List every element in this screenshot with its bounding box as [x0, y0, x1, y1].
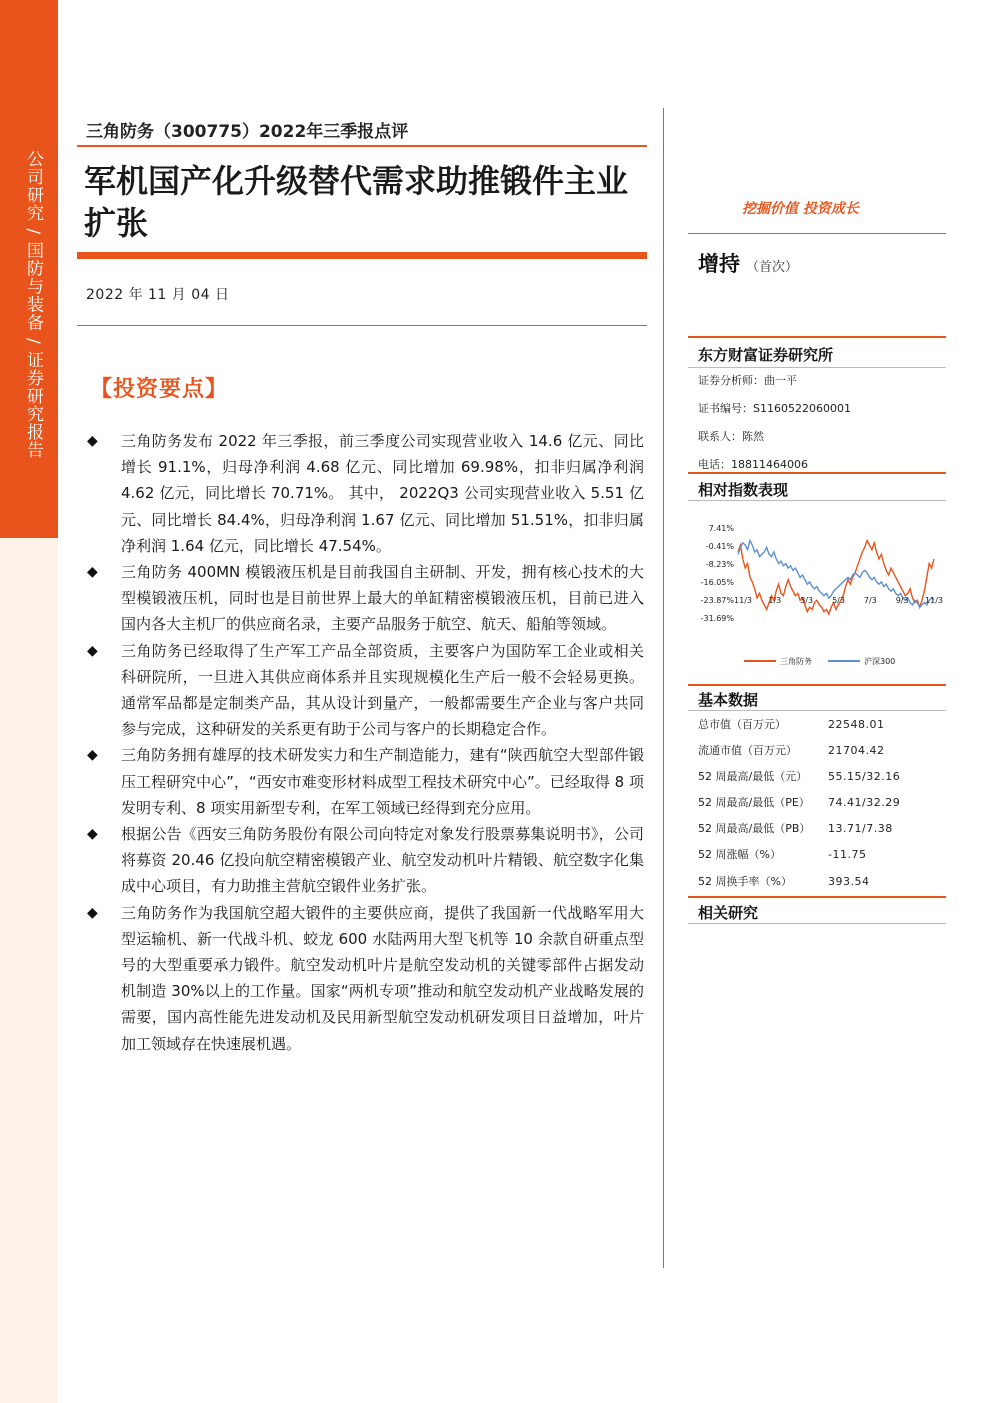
list-item	[86, 821, 644, 900]
phone-number: 电话：18811464006	[698, 458, 808, 471]
rating-note: （首次）	[746, 260, 799, 275]
chart-heading: 相对指数表现	[698, 481, 789, 499]
x-tick-label: 1/3	[768, 596, 782, 605]
row-key: 52 周最高/最低（PE）	[698, 796, 810, 810]
chart-underline	[688, 500, 946, 501]
legend-label: 沪深300	[864, 657, 896, 666]
y-tick-label: 7.41%	[708, 524, 734, 533]
diamond-bullet-icon: ◆	[87, 826, 98, 843]
list-item	[86, 559, 644, 638]
row-value: -11.75	[828, 848, 867, 862]
x-tick-label: 11/3	[734, 596, 752, 605]
basic-rule	[688, 684, 946, 686]
bullet-text: 三角防务 400MN 模锻液压机是目前我国自主研制、开发，拥有核心技术的大型模锻液压机，同时也是目前世界上最大的单缸精密模锻液压机，目前已进入国内各大主机厂的供应商名录，主要产品服务于航空、航天、船舶等领域。	[121, 563, 644, 634]
rating-value: 增持	[698, 252, 740, 276]
basic-underline	[688, 710, 946, 711]
legend-label: 三角防务	[780, 657, 812, 666]
row-value: 22548.01	[828, 718, 885, 731]
row-key: 流通市值（百万元）	[698, 744, 797, 758]
page-title: 军机国产化升级替代需求助推锻件主业扩张	[84, 162, 629, 242]
related-heading: 相关研究	[698, 904, 759, 922]
chart-svg	[688, 510, 946, 680]
x-tick-label: 9/3	[895, 596, 909, 605]
diamond-bullet-icon: ◆	[87, 642, 98, 659]
report-type: 三角防务（300775）2022年三季报点评	[86, 122, 409, 142]
row-value: 13.71/7.38	[828, 822, 893, 836]
row-key: 52 周最高/最低（元）	[698, 770, 808, 784]
header-rule	[77, 145, 647, 147]
certificate-number: 证书编号：S1160522060001	[698, 402, 851, 415]
institute-rule	[688, 336, 946, 338]
list-item	[86, 428, 644, 559]
side-category-label: 公司研究 / 国防与装备 / 证券研究报告	[23, 150, 43, 460]
related-rule	[688, 896, 946, 898]
date-rule	[77, 325, 647, 326]
list-item	[86, 742, 644, 821]
side-band	[0, 0, 58, 1403]
analyst-info	[698, 374, 851, 486]
bullet-text: 三角防务已经取得了生产军工产品全部资质，主要客户为国防军工企业或相关科研院所，一旦进入其供应商体系并且实现规模化生产后一般不会轻易更换。通常军品都是定制类产品，其从设计到量产，一般都需要生产企业与客户共同参与完成，这种研发的关系更有助于公司与客户的长期稳定合作。	[121, 641, 644, 739]
column-divider	[663, 108, 664, 1268]
x-tick-label: 3/3	[800, 596, 814, 605]
slogan: 挖掘价值 投资成长	[742, 201, 859, 217]
basic-heading: 基本数据	[698, 691, 759, 709]
institute-name: 东方财富证券研究所	[698, 346, 834, 364]
row-value: 55.15/32.16	[828, 770, 901, 784]
y-tick-label: -8.23%	[705, 560, 734, 569]
title-rule	[77, 252, 647, 259]
rating	[698, 248, 798, 278]
related-underline	[688, 923, 946, 924]
y-tick-label: -23.87%	[700, 596, 734, 605]
bullet-text: 三角防务作为我国航空超大锻件的主要供应商，提供了我国新一代战略军用大型运输机、新一代战斗机、蛟龙 600 水陆两用大型飞机等 10 余款自研重点型号的大型重要承力锻件。航空发动机叶片是航空发动机的关键零部件占据发动机制造 30%以上的工作量。国家“两机专项”推动和航空发动机产业战略发展的需要，国内高性能先进发动机及民用新型航空发动机研发项目日益增加，叶片加工领域存在快速展机遇。	[121, 903, 644, 1053]
x-tick-label: 5/3	[832, 596, 845, 605]
bullet-list	[86, 428, 644, 1057]
row-value: 74.41/32.29	[828, 796, 901, 810]
diamond-bullet-icon: ◆	[87, 747, 98, 764]
y-tick-label: -0.41%	[705, 542, 734, 551]
row-value: 21704.42	[828, 744, 885, 758]
row-key: 52 周最高/最低（PB）	[698, 822, 811, 836]
y-tick-label: -31.69%	[700, 614, 734, 623]
row-key: 总市值（百万元）	[698, 718, 786, 731]
diamond-bullet-icon: ◆	[87, 433, 98, 449]
list-item	[86, 638, 644, 743]
relative-index-chart	[688, 510, 946, 680]
contact-person: 联系人：陈然	[698, 430, 764, 443]
list-item	[86, 900, 644, 1057]
chart-rule	[688, 472, 946, 474]
section-title: 【投资要点】	[90, 377, 229, 402]
y-tick-label: -16.05%	[700, 578, 734, 587]
rating-rule	[688, 233, 946, 234]
diamond-bullet-icon: ◆	[87, 904, 98, 921]
row-key: 52 周换手率（%）	[698, 874, 792, 888]
analyst-name: 证券分析师：曲一平	[698, 374, 797, 387]
report-date: 2022 年 11 月 04 日	[86, 287, 230, 303]
bullet-text: 三角防务发布 2022 年三季报，前三季度公司实现营业收入 14.6 亿元、同比增长 91.1%，归母净利润 4.68 亿元、同比增加 69.98%，扣非归属净利润 4.62 亿元，同比增长 70.71%。 其中， 2022Q3 公司实现营业收入 5.51 亿元、同比增长 84.4%，归母净利润 1.67 亿元、同比增加 51.51%，扣非归属净利润 1.64 亿元，同比增长 47.54%。	[121, 432, 644, 555]
x-tick-label: 7/3	[863, 596, 877, 605]
row-value: 393.54	[828, 874, 870, 888]
bullet-text: 三角防务拥有雄厚的技术研发实力和生产制造能力，建有“陕西航空大型部件锻压工程研究中心”，“西安市难变形材料成型工程技术研究中心”。已经取得 8 项发明专利、8 项实用新型专利，在军工领域已经得到充分应用。	[121, 746, 644, 817]
diamond-bullet-icon: ◆	[87, 564, 98, 581]
x-tick-label: 11/3	[925, 596, 943, 605]
institute-underline	[688, 367, 946, 368]
row-key: 52 周涨幅（%）	[698, 848, 781, 862]
bullet-text: 根据公告《西安三角防务股份有限公司向特定对象发行股票募集说明书》，公司将募资 20.46 亿投向航空精密模锻产业、航空发动机叶片精锻、航空数字化集成中心项目，有力助推主营航空锻件业务扩张。	[121, 825, 644, 896]
